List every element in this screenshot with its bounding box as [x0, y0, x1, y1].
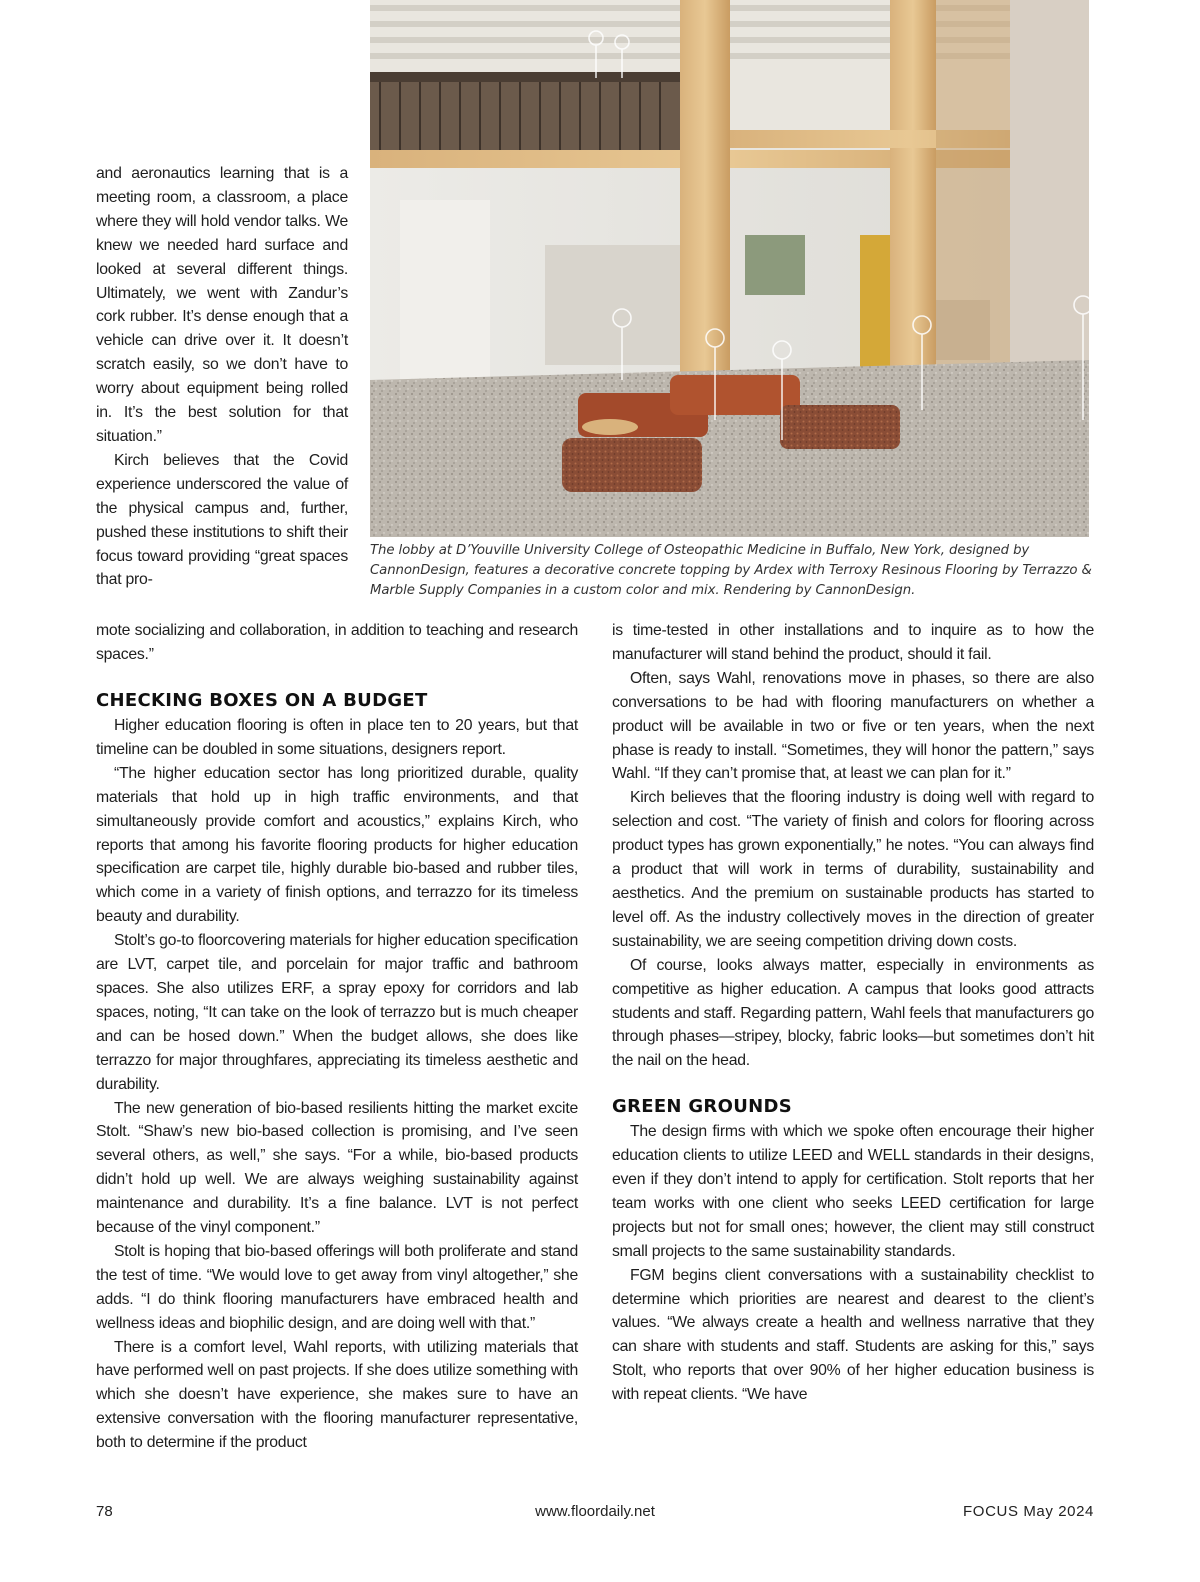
footer-url: www.floordaily.net — [535, 1503, 655, 1520]
right-column — [612, 619, 1094, 1407]
paragraph: Kirch believes that the Covid experience underscored the value of the physical campus and, further, pushed these institutions to shift their focus toward providing “great spaces that pro- — [96, 451, 348, 589]
paragraph: There is a comfort level, Wahl reports, with utilizing materials that have performed well on past projects. If she does utilize something with which she doesn’t have experience, she makes sure to have an extensive conversation with the flooring manufacturer representative, both to determine if the product — [96, 1338, 578, 1452]
section-heading: GREEN GROUNDS — [612, 1096, 792, 1118]
page-number: 78 — [96, 1503, 113, 1520]
paragraph: Of course, looks always matter, especially in environments as competitive as higher education. A campus that looks good attracts students and staff. Regarding pattern, Wahl feels that manufacturers go through phases—stripey, blocky, fabric looks—but sometimes don’t hit the nail on the head. — [612, 956, 1094, 1070]
paragraph: Stolt’s go-to floorcovering materials for higher education specification are LVT, carpet tile, and porcelain for major traffic and bathroom spaces. She also utilizes ERF, a spray epoxy for corridors and lab spaces, noting, “It can take on the look of terrazzo but is much cheaper and can be hosed down.” When the budget allows, she does like terrazzo for major throughfares, appreciating its timeless aesthetic and durability. — [96, 932, 578, 1093]
paragraph: Stolt is hoping that bio-based offerings will both proliferate and stand the test of time. “We would love to get away from vinyl altogether,” she adds. “I do think flooring manufacturers have embraced health and wellness ideas and biophilic design, and are doing well with that.” — [96, 1242, 578, 1332]
paragraph: and aeronautics learning that is a meeting room, a classroom, a place where they will hold vendor talks. We knew we needed hard surface and looked at several different things. Ultimately, we went with Zandur’s cork rubber. It’s dense enough that a vehicle can drive over it. It doesn’t scratch easily, so we don’t have to worry about equipment being rolled in. It’s the best solution for that situation.” — [96, 165, 348, 445]
section-heading: CHECKING BOXES ON A BUDGET — [96, 690, 428, 711]
wrapped-text-column — [96, 162, 348, 592]
paragraph: The design firms with which we spoke often encourage their higher education clients to utilize LEED and WELL standards in their designs, even if they don’t intend to apply for certification. Stolt reports that her team works with one client who seeks LEED certification for large projects but not for small ones; however, the client may still construct small projects to the same sustainability standards. — [612, 1123, 1094, 1260]
paragraph: The new generation of bio-based resilients hitting the market excite Stolt. “Shaw’s new bio-based collection is promising, and I’ve seen several others, as well,” she says. “For a while, bio-based products didn’t hold up well. We are always weighing sustainability against maintenance and durability. It’s a fine balance. LVT is not perfect because of the vinyl component.” — [96, 1099, 578, 1237]
paragraph: is time-tested in other installations and to inquire as to how the manufacturer will stand behind the product, should it fail. — [612, 622, 1094, 663]
paragraph: mote socializing and collaboration, in addition to teaching and research spaces.” — [96, 622, 578, 663]
paragraph: “The higher education sector has long prioritized durable, quality materials that hold up in high traffic environments, and that simultaneously provide comfort and acoustics,” explains Kirch, who reports that among his favorite flooring products for higher education specification are carpet tile, highly durable bio-based and rubber tiles, which come in a variety of finish options, and terrazzo for its timeless beauty and durability. — [96, 764, 578, 926]
lobby-rendering-image — [370, 0, 1089, 537]
paragraph: Kirch believes that the flooring industry is doing well with regard to selection and cost. “The variety of finish and colors for flooring across product types has grown exponentially,” he notes. “You can always find a product that will work in terms of durability, sustainability and aesthetics. And the premium on sustainable products has started to level off. As the industry collectively moves in the direction of greater sustainability, we are seeing competition driving down costs. — [612, 789, 1094, 950]
paragraph: Often, says Wahl, renovations move in phases, so there are also conversations to be had with flooring manufacturers on whether a product will be available in two or five or ten years, when the next phase is ready to install. “Sometimes, they will honor the pattern,” says Wahl. “If they can’t promise that, at least we can plan for it.” — [612, 669, 1094, 783]
paragraph: FGM begins client conversations with a sustainability checklist to determine which priorities are nearest and dearest to the client’s values. “We always create a health and wellness narrative that they can share with students and staff. Students are asking for this,” says Stolt, who reports that over 90% of her higher education business is with repeat clients. “We have — [612, 1266, 1094, 1404]
photo-caption: The lobby at D’Youville University College of Osteopathic Medicine in Buffalo, New York, designed by CannonDesign, features a decorative concrete topping by Ardex with Terroxy Resinous Flooring by Terrazzo & Marble Supply Companies in a custom color and mix. Rendering by CannonDesign. — [370, 543, 1092, 598]
section-spacer — [612, 1073, 1094, 1095]
wrapped-text-continuation — [96, 619, 578, 667]
page-footer — [96, 1503, 1094, 1527]
issue-label: FOCUS May 2024 — [963, 1503, 1094, 1520]
lobby-photo — [370, 0, 1089, 537]
left-column — [96, 689, 578, 1455]
paragraph: Higher education flooring is often in place ten to 20 years, but that timeline can be doubled in some situations, designers report. — [96, 717, 578, 758]
